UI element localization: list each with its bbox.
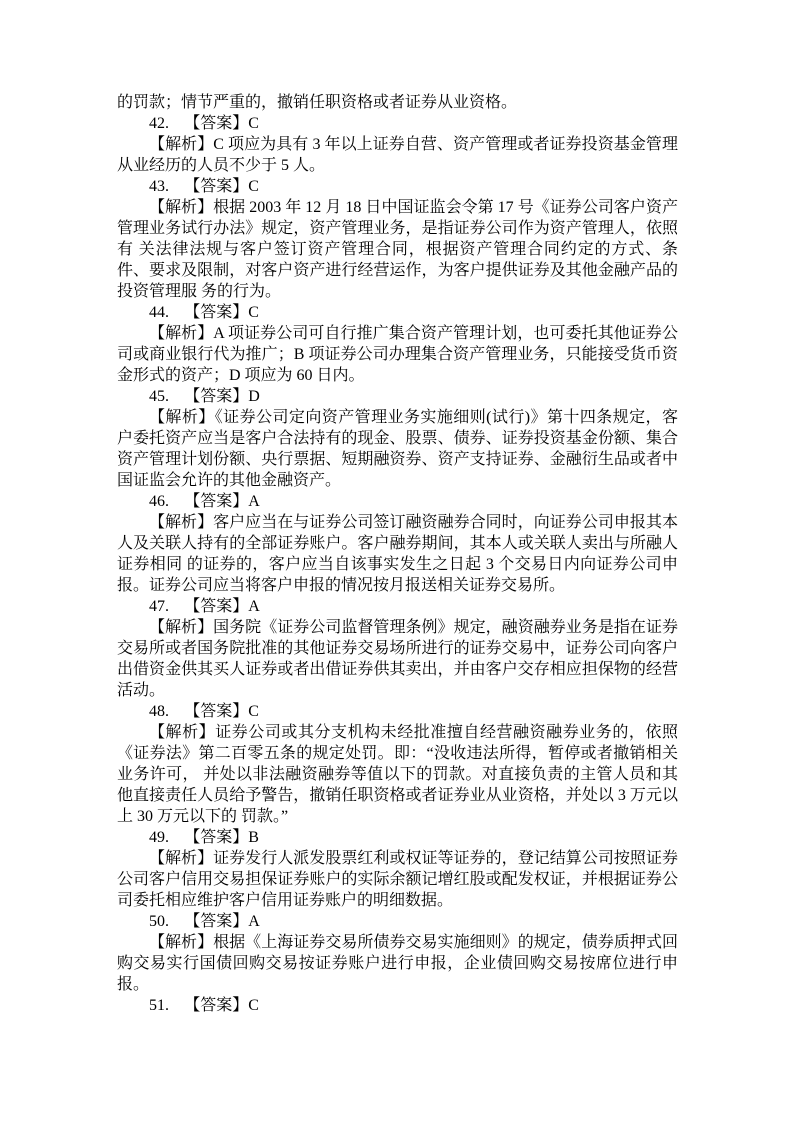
answer-value: D [248, 388, 260, 405]
analysis-text: 国务院《证券公司监督管理条例》规定，融资融券业务是指在证券交易所或者国务院批准的其他证券交易场所进行的证券交易中，证券公司向客户出借资金供其买人证券或者出借证券供其卖出，并由客户交存相应担保物的经营活动。 [117, 619, 678, 699]
answer-line [117, 701, 678, 722]
answer-label: 【答案】 [184, 829, 249, 846]
answer-label: 【答案】 [184, 598, 249, 615]
answer-label: 【答案】 [184, 115, 249, 132]
answer-value: A [248, 913, 260, 930]
question-number: 50. [149, 913, 169, 930]
question-number: 45. [149, 388, 169, 405]
analysis-label: 【解析】 [149, 325, 214, 342]
answer-value: A [248, 493, 260, 510]
answer-value: C [248, 997, 259, 1014]
analysis-label: 【解析】 [149, 724, 216, 741]
answer-line [117, 596, 678, 617]
answer-label: 【答案】 [184, 304, 249, 321]
analysis-label: 【解析】 [149, 850, 214, 867]
answer-line [117, 911, 678, 932]
continuation-paragraph: 的罚款；情节严重的，撤销任职资格或者证券从业资格。 [117, 94, 518, 111]
question-number: 47. [149, 598, 169, 615]
analysis-paragraph [117, 407, 678, 491]
analysis-paragraph [117, 512, 678, 596]
answer-value: A [248, 598, 260, 615]
answer-line [117, 302, 678, 323]
answer-label: 【答案】 [184, 997, 249, 1014]
analysis-label: 【解析】 [149, 136, 214, 153]
analysis-label: 【解析】 [149, 934, 214, 951]
answer-label: 【答案】 [184, 913, 249, 930]
answer-line [117, 176, 678, 197]
analysis-text: 《证券公司定向资产管理业务实施细则(试行)》第十四条规定，客户委托资产应当是客户合法持有的现金、股票、债券、证券投资基金份额、集合资产管理计划份额、央行票据、短期融资券、资产支持证券、金融衍生品或者中国证监会允许的其他金融资产。 [117, 409, 678, 489]
question-number: 42. [149, 115, 169, 132]
answer-line [117, 827, 678, 848]
question-number: 46. [149, 493, 169, 510]
answer-line [117, 113, 678, 134]
answer-line [117, 386, 678, 407]
answer-label: 【答案】 [184, 703, 249, 720]
question-number: 49. [149, 829, 169, 846]
analysis-text: 根据《上海证券交易所债券交易实施细则》的规定，债券质押式回购交易实行国债回购交易按证券账户进行申报，企业债回购交易按席位进行申报。 [117, 934, 678, 993]
answer-line [117, 491, 678, 512]
analysis-text: 证券公司或其分支机构未经批准擅自经营融资融券业务的，依照《证券法》第二百零五条的规定处罚。即：“没收违法所得，暂停或者撤销相关业务许可， 并处以非法融资融券等值以下的罚款。对直接负责的主管人员和其他直接责任人员给予警告，撤销任职资格或者证券业从业资格，并处以 3 万元以上 30 万元以下的 罚款。” [117, 724, 678, 825]
question-number: 43. [149, 178, 169, 195]
answer-label: 【答案】 [184, 178, 249, 195]
analysis-paragraph [117, 134, 678, 176]
analysis-paragraph [117, 848, 678, 911]
analysis-paragraph [117, 617, 678, 701]
analysis-label: 【解析】 [149, 409, 215, 426]
analysis-text: 客户应当在与证券公司签订融资融券合同时，向证券公司申报其本人及关联人持有的全部证券账户。客户融券期间，其本人或关联人卖出与所融人证券相同 的证券的，客户应当自该事实发生之日起 3 个交易日内向证券公司申报。证券公司应当将客户申报的情况按月报送相关证券交易所。 [117, 514, 678, 594]
analysis-paragraph [117, 722, 678, 827]
analysis-label: 【解析】 [149, 619, 214, 636]
question-number: 51. [149, 997, 169, 1014]
analysis-text: A 项证券公司可自行推广集合资产管理计划，也可委托其他证券公司或商业银行代为推广；B 项证券公司办理集合资产管理业务，只能接受货币资金形式的资产；D 项应为 60 日内。 [117, 325, 678, 384]
answer-value: C [248, 703, 259, 720]
answer-label: 【答案】 [184, 493, 249, 510]
answer-line [117, 995, 678, 1016]
question-number: 48. [149, 703, 169, 720]
answer-key-list [117, 113, 678, 1016]
answer-value: B [248, 829, 259, 846]
analysis-label: 【解析】 [149, 199, 214, 216]
answer-value: C [248, 178, 259, 195]
analysis-text: C 项应为具有 3 年以上证券自营、资产管理或者证券投资基金管理从业经历的人员不少于 5 人。 [117, 136, 678, 174]
analysis-paragraph [117, 932, 678, 995]
analysis-paragraph [117, 323, 678, 386]
answer-value: C [248, 115, 259, 132]
analysis-text: 证券发行人派发股票红利或权证等证券的，登记结算公司按照证券公司客户信用交易担保证券账户的实际余额记增红股或配发权证，并根据证券公司委托相应维护客户信用证券账户的明细数据。 [117, 850, 678, 909]
question-number: 44. [149, 304, 169, 321]
analysis-label: 【解析】 [149, 514, 214, 531]
analysis-text: 根据 2003 年 12 月 18 日中国证监会令第 17 号《证券公司客户资产管理业务试行办法》规定，资产管理业务，是指证券公司作为资产管理人，依照有 关法律法规与客户签订资产管理合同，根据资产管理合同约定的方式、条件、要求及限制，对客户资产进行经营运作，为客户提供证券及其他金融产品的投资管理服 务的行为。 [117, 199, 678, 300]
analysis-paragraph [117, 197, 678, 302]
answer-label: 【答案】 [184, 388, 249, 405]
answer-value: C [248, 304, 259, 321]
